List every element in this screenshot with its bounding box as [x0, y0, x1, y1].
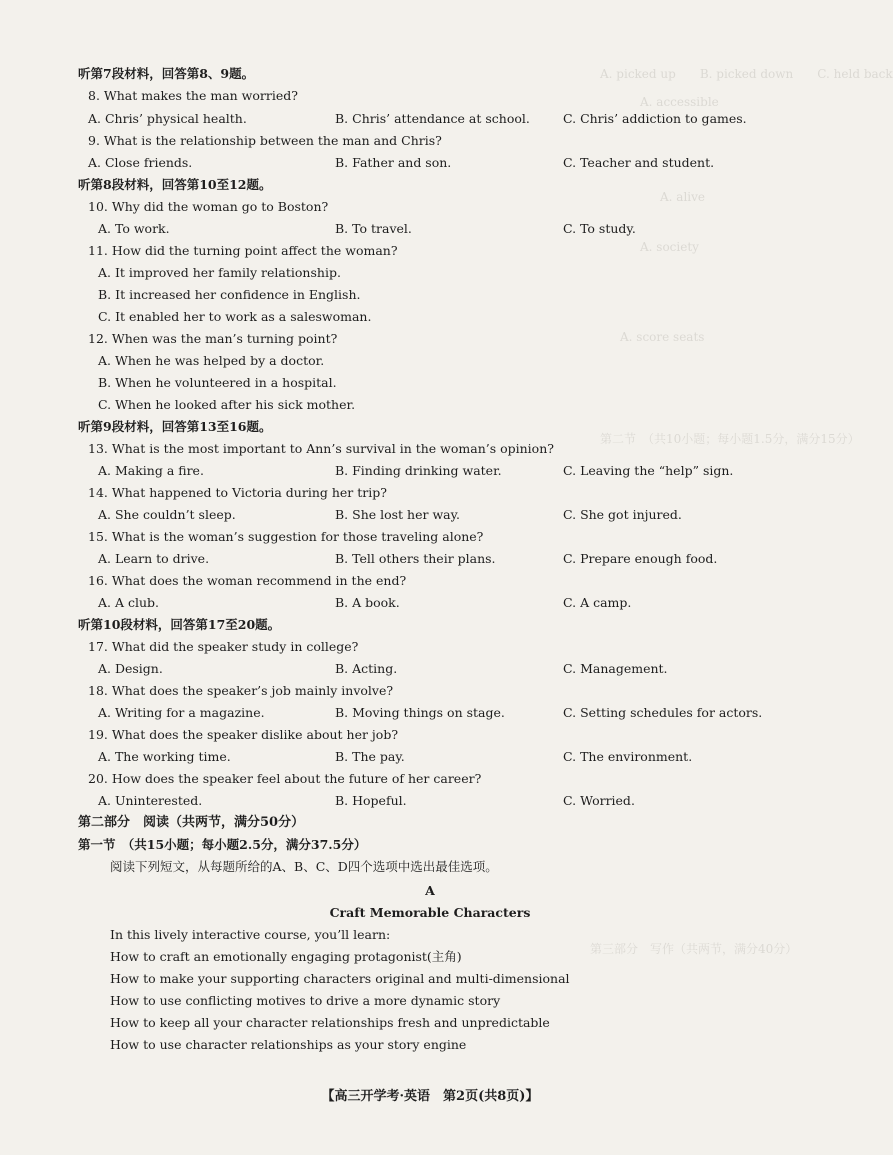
question-11-option-c: C. It enabled her to work as a saleswoman.: [98, 309, 372, 324]
passage-line: How to make your supporting characters original and multi-dimensional: [110, 971, 570, 986]
question-15-stem: 15. What is the woman’s suggestion for those traveling alone?: [88, 529, 484, 544]
passage-line: How to use conflicting motives to drive a more dynamic story: [110, 993, 501, 1008]
question-13-stem: 13. What is the most important to Ann’s survival in the woman’s opinion?: [88, 441, 554, 456]
passage-line: How to keep all your character relationships fresh and unpredictable: [110, 1015, 550, 1030]
question-19-option-a: A. The working time.: [98, 749, 231, 764]
question-18-stem: 18. What does the speaker’s job mainly involve?: [88, 683, 394, 698]
section-9-heading: 听第9段材料，回答第13至16题。: [78, 419, 272, 434]
question-8-stem: 8. What makes the man worried?: [88, 88, 298, 103]
question-9-option-c: C. Teacher and student.: [563, 155, 715, 170]
question-16-option-a: A. A club.: [98, 595, 159, 610]
question-10-option-c: C. To study.: [563, 221, 636, 236]
section-7-heading: 听第7段材料，回答第8、9题。: [78, 66, 255, 81]
passage-title: Craft Memorable Characters: [329, 905, 531, 920]
question-14-option-a: A. She couldn’t sleep.: [98, 507, 236, 522]
question-16-option-c: C. A camp.: [563, 595, 632, 610]
question-9-stem: 9. What is the relationship between the man and Chris?: [88, 133, 442, 148]
question-18-option-a: A. Writing for a magazine.: [98, 705, 265, 720]
question-14-option-b: B. She lost her way.: [335, 507, 460, 522]
question-10-option-b: B. To travel.: [335, 221, 412, 236]
question-19-stem: 19. What does the speaker dislike about her job?: [88, 727, 399, 742]
passage-line: How to use character relationships as your story engine: [110, 1037, 467, 1052]
question-11-option-a: A. It improved her family relationship.: [98, 265, 341, 280]
question-15-option-a: A. Learn to drive.: [98, 551, 210, 566]
question-14-option-c: C. She got injured.: [563, 507, 682, 522]
question-17-stem: 17. What did the speaker study in college?: [88, 639, 359, 654]
question-11-stem: 11. How did the turning point affect the woman?: [88, 243, 398, 258]
section-10-heading: 听第10段材料，回答第17至20题。: [78, 617, 281, 632]
question-20-option-b: B. Hopeful.: [335, 793, 407, 808]
question-8-option-c: C. Chris’ addiction to games.: [563, 111, 747, 126]
question-9-option-b: B. Father and son.: [335, 155, 452, 170]
part-2-section-1-heading: 第一节 （共15小题；每小题2.5分，满分37.5分）: [78, 837, 367, 852]
part-2-heading: 第二部分 阅读（共两节，满分50分）: [78, 815, 305, 830]
section-8-heading: 听第8段材料，回答第10至12题。: [78, 177, 272, 192]
page-footer: 【高三开学考·英语 第2页(共8页)】: [321, 1089, 539, 1104]
question-18-option-b: B. Moving things on stage.: [335, 705, 505, 720]
question-15-option-b: B. Tell others their plans.: [335, 551, 496, 566]
question-13-option-c: C. Leaving the “help” sign.: [563, 463, 734, 478]
question-14-stem: 14. What happened to Victoria during her trip?: [88, 485, 387, 500]
question-12-option-a: A. When he was helped by a doctor.: [98, 353, 325, 368]
passage-line: In this lively interactive course, you’ll learn:: [110, 927, 391, 942]
question-9-option-a: A. Close friends.: [88, 155, 193, 170]
question-19-option-b: B. The pay.: [335, 749, 405, 764]
question-13-option-b: B. Finding drinking water.: [335, 463, 502, 478]
question-11-option-b: B. It increased her confidence in English.: [98, 287, 361, 302]
question-18-option-c: C. Setting schedules for actors.: [563, 705, 763, 720]
question-12-option-c: C. When he looked after his sick mother.: [98, 397, 356, 412]
question-20-option-c: C. Worried.: [563, 793, 635, 808]
question-19-option-c: C. The environment.: [563, 749, 693, 764]
passage-letter: A: [425, 883, 435, 898]
question-10-stem: 10. Why did the woman go to Boston?: [88, 199, 329, 214]
question-13-option-a: A. Making a fire.: [98, 463, 204, 478]
question-20-option-a: A. Uninterested.: [98, 793, 203, 808]
question-8-option-b: B. Chris’ attendance at school.: [335, 111, 530, 126]
question-15-option-c: C. Prepare enough food.: [563, 551, 718, 566]
question-17-option-b: B. Acting.: [335, 661, 398, 676]
question-12-stem: 12. When was the man’s turning point?: [88, 331, 338, 346]
reading-instruction: 阅读下列短文，从每题所给的A、B、C、D四个选项中选出最佳选项。: [110, 859, 498, 874]
question-12-option-b: B. When he volunteered in a hospital.: [98, 375, 337, 390]
question-16-stem: 16. What does the woman recommend in the end?: [88, 573, 407, 588]
question-10-option-a: A. To work.: [98, 221, 170, 236]
question-8-option-a: A. Chris’ physical health.: [88, 111, 247, 126]
passage-line: How to craft an emotionally engaging protagonist(主角): [110, 949, 462, 964]
question-16-option-b: B. A book.: [335, 595, 400, 610]
question-17-option-c: C. Management.: [563, 661, 668, 676]
question-20-stem: 20. How does the speaker feel about the future of her career?: [88, 771, 482, 786]
question-17-option-a: A. Design.: [98, 661, 163, 676]
exam-page: A. picked up B. picked down C. held back A. accessible A. alive A. society A. score seats 第二节 （共10小题；每小题1.5分，满分15分） 第三部分 写作（共两节，满分40分） 听第7段材料，回答第8、9题。 8. What makes the man worried? A. Chris’ physical health. B. Chris’ attendance at school. C. Chris’ addiction to games. 9. What is the relationship between the man and Chris? A. Close friends. B. Father and son. C. Teacher and student. 听第8段材料，回答第10至12题。 10. Why did the woman go to Boston? A. To work. B. To travel. C. To study. 11. How did the turning point affect the woman? A. It improved her family relationship. B. It increased her confidence in English. C. It enabled her to work as a saleswoman. 12. When was the man’s turning point? A. When he was helped by a doctor. B. When he volunteered in a hospital. C. When he looked after his sick mother. 听第9段材料，回答第13至16题。 13. What is the most important to Ann’s survival in the woman’s opinion? A. Making a fire. B. Finding drinking water. C. Leaving the “help” sign. 14. What happened to Victoria during her trip? A. She couldn’t sleep. B. She lost her way. C. She got injured. 15. What is the woman’s suggestion for those traveling alone? A. Learn to drive. B. Tell others their plans. C. Prepare enough food. 16. What does the woman recommend in the end? A. A club. B. A book. C. A camp. 听第10段材料，回答第17至20题。 17. What did the speaker study in college? A. Design. B. Acting. C. Management. 18. What does the speaker’s job mainly involve? A. Writing for a magazine. B. Moving things on stage. C. Setting schedules for actors. 19. What does the speaker dislike about her job? A. The working time. B. The pay. C. The environment. 20. How does the speaker feel about the future of her career? A. Uninterested. B. Hopeful. C. Worried. 第二部分 阅读（共两节，满分50分） 第一节 （共15小题；每小题2.5分，满分37.5分） 阅读下列短文，从每题所给的A、B、C、D四个选项中选出最佳选项。 A Craft Memorable Characters In this lively interactive course, you’ll learn: How to craft an emotionally engaging protagonist(主角) How to make your supporting characters original and multi-dimensional How to use conflicting motives to drive a more dynamic story How to keep all your character relationships fresh and unpredictable How to use character relationships as your story engine 【高三开学考·英语 第2页(共8页)】: [0, 0, 800, 1155]
